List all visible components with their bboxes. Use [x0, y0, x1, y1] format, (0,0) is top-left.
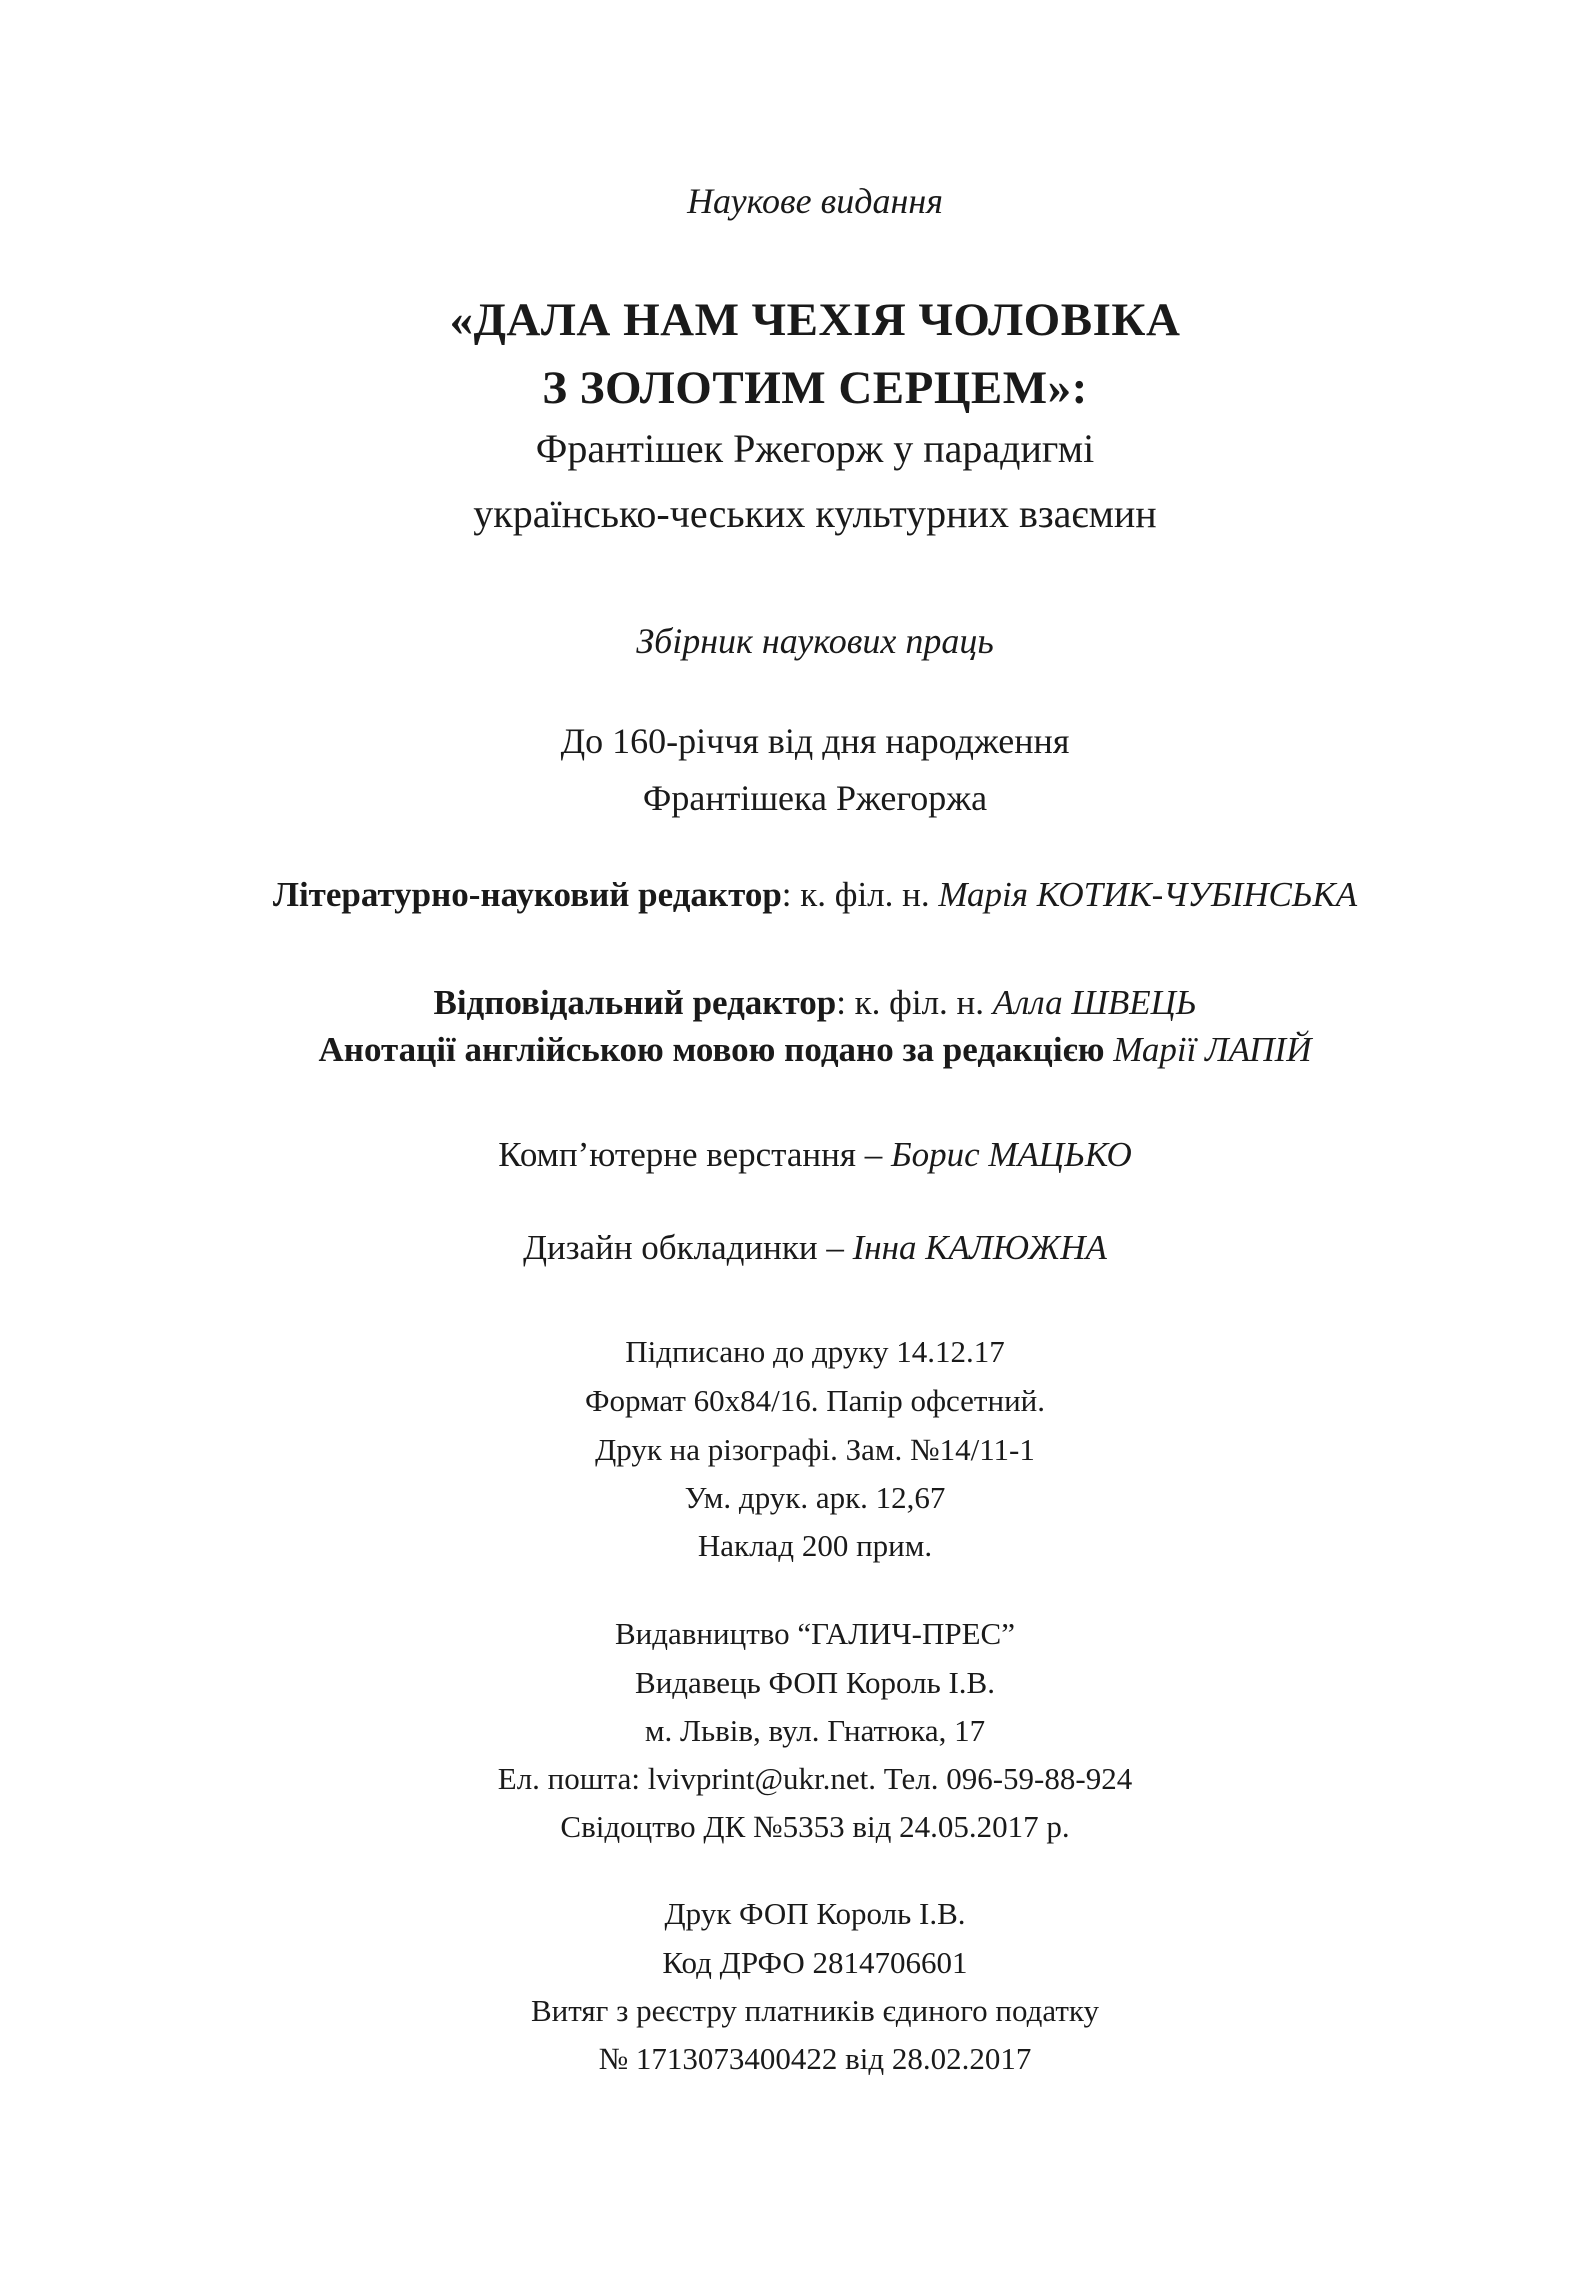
english-annotations-role: Анотації англійською мовою подано за редакцією — [318, 1030, 1105, 1069]
english-annotations-credit — [0, 1030, 1582, 1070]
literary-editor-role: Літературно-науковий редактор — [272, 875, 782, 914]
dedication-line-1: До 160-річчя від дня народження — [560, 721, 1070, 761]
responsible-editor-role: Відповідальний редактор — [433, 983, 837, 1022]
imprint-print: Друк на різографі. Зам. №14/11-1 — [595, 1432, 1035, 1467]
printer-registry: Витяг з реєстру платників єдиного податку — [530, 1993, 1100, 2028]
publisher-name: Видавництво “ГАЛИЧ-ПРЕС” — [614, 1616, 1015, 1651]
publisher-owner: Видавець ФОП Король І.В. — [635, 1665, 995, 1700]
cover-design-name: Інна КАЛЮЖНА — [852, 1228, 1107, 1267]
imprint-format: Формат 60х84/16. Папір офсетний. — [584, 1383, 1046, 1418]
publisher-certificate: Свідоцтво ДК №5353 від 24.05.2017 р. — [560, 1809, 1070, 1844]
imprint-run: Наклад 200 прим. — [697, 1528, 933, 1563]
literary-editor-name: Марія КОТИК-ЧУБІНСЬКА — [938, 875, 1358, 914]
book-title-line-1: «ДАЛА НАМ ЧЕХІЯ ЧОЛОВІКА — [449, 294, 1181, 346]
publisher-address: м. Львів, вул. Гнатюка, 17 — [644, 1713, 986, 1748]
book-subtitle-line-1: Франтішек Ржегорж у парадигмі — [535, 426, 1095, 471]
literary-editor-credit — [0, 875, 1582, 915]
imprint-sheets: Ум. друк. арк. 12,67 — [684, 1480, 946, 1515]
imprint-signed: Підписано до друку 14.12.17 — [625, 1334, 1005, 1369]
collection-type: Збірник наукових праць — [636, 621, 994, 661]
printer-name: Друк ФОП Король І.В. — [664, 1896, 966, 1931]
publisher-contacts: Ел. пошта: lvivprint@ukr.net. Тел. 096-59-88-924 — [497, 1761, 1133, 1796]
responsible-editor-name: Алла ШВЕЦЬ — [992, 983, 1197, 1022]
responsible-editor-credit — [0, 983, 1582, 1023]
responsible-editor-degree: : к. філ. н. — [836, 983, 993, 1022]
book-title-line-2: З ЗОЛОТИМ СЕРЦЕМ»: — [542, 362, 1088, 414]
layout-name: Борис МАЦЬКО — [890, 1135, 1132, 1174]
layout-credit — [0, 1135, 1582, 1175]
cover-design-role: Дизайн обкладинки – — [523, 1228, 853, 1267]
cover-design-credit — [0, 1228, 1582, 1268]
english-annotations-name: Марії ЛАПІЙ — [1104, 1030, 1312, 1069]
printer-code: Код ДРФО 2814706601 — [662, 1945, 968, 1980]
layout-role: Комп’ютерне верстання – — [498, 1135, 891, 1174]
printer-registry-number: № 1713073400422 від 28.02.2017 — [598, 2041, 1032, 2076]
literary-editor-degree: : к. філ. н. — [781, 875, 939, 914]
book-subtitle-line-2: українсько-чеських культурних взаємин — [473, 491, 1157, 536]
dedication-line-2: Франтішека Ржегоржа — [642, 778, 988, 818]
publication-genre: Наукове видання — [687, 181, 943, 221]
